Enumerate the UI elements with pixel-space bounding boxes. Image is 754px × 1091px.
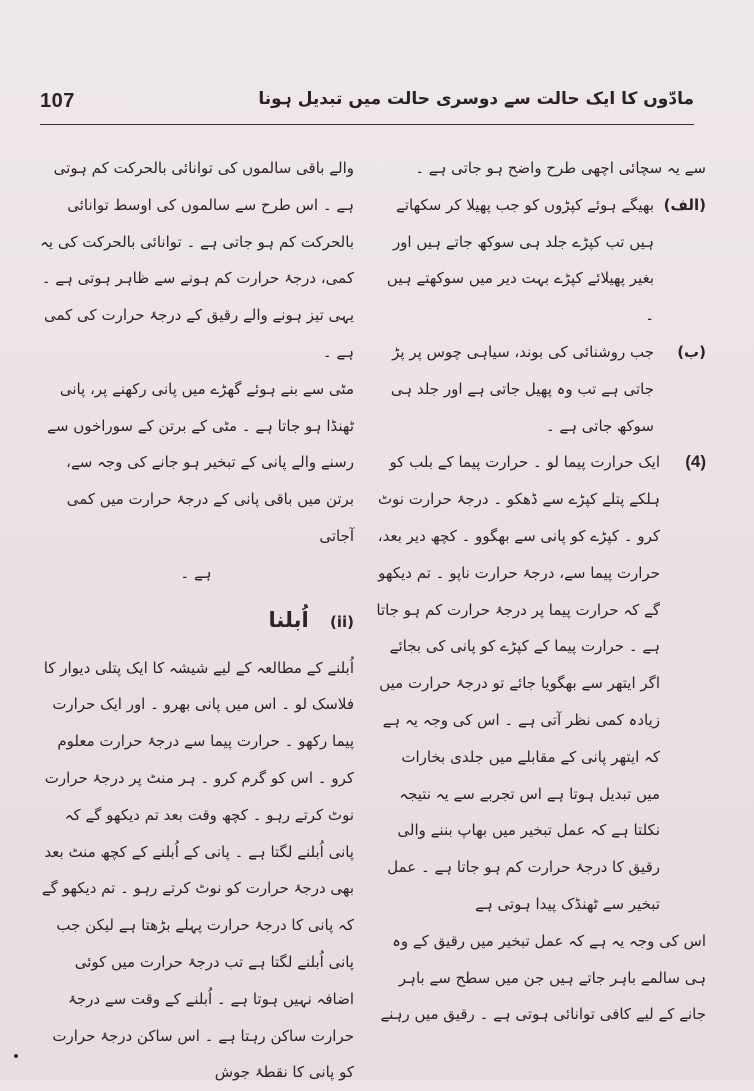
item-4-marker: (4) xyxy=(685,452,706,472)
item-b-marker: (ب) xyxy=(677,342,706,361)
section-heading-boiling xyxy=(38,592,354,650)
left-paragraph-1: والے باقی سالموں کی توانائی بالحرکت کم ہوتی ہے ۔ اس طرح سے سالموں کی اوسط توانائی بالحرکت کم ہو جاتی ہے ۔ توانائی بالحرکت کی یہ کمی، درجۂ حرارت کم ہونے سے ظاہر ہوتی ہے ۔ یہی تیز ہونے والے رقیق کے درجۂ حرارت کی کمی ہے ۔ xyxy=(40,159,354,361)
left-paragraph-2-end: ہے ۔ xyxy=(180,563,212,582)
item-a-marker: (الف) xyxy=(663,195,706,214)
right-continuation: اس کی وجہ یہ ہے کہ عمل تبخیر میں رقیق کے وہ ہی سالمے باہر جاتے ہیں جن میں سطح سے باہر جانے کے لیے کافی توانائی ہوتی ہے ۔ رقیق میں رہنے xyxy=(380,931,706,1024)
page-number: 107 xyxy=(40,90,75,112)
right-intro: سے یہ سچائی اچھی طرح واضح ہو جاتی ہے ۔ xyxy=(415,159,706,177)
right-column xyxy=(374,150,706,1033)
section-number: (ii) xyxy=(329,612,354,631)
page-header xyxy=(40,84,694,125)
item-4-text: ایک حرارت پیما لو ۔ حرارت پیما کے بلب کو ہلکے پتلے کپڑے سے ڈھکو ۔ درجۂ حرارت نوٹ کرو ۔ کپڑے کو پانی سے بھگوو ۔ کچھ دیر بعد، حرارت پیما سے، درجۂ حرارت ناپو ۔ تم دیکھو گے کہ حرارت پیما پر درجۂ حرارت کم ہو جاتا ہے ۔ حرارت پیما کے کپڑے کو پانی کی بجائے اگر ایتھر سے بھگویا جائے تو درجۂ حرارت میں زیادہ کمی نظر آتی ہے ۔ اس کی وجہ یہ ہے کہ ایتھر پانی کے مقابلے میں جلدی بخارات میں تبدیل ہوتا ہے اس تجربے سے یہ نتیجہ نکلتا ہے کہ عمل تبخیر میں بھاپ بننے والی رقیق کا درجۂ حرارت کم ہو جاتا ہے ۔ عمل تبخیر سے ٹھنڈک پیدا ہوتی ہے xyxy=(376,453,660,913)
left-column xyxy=(38,150,354,1091)
left-paragraph-2: مٹی سے بنے ہوئے گھڑے میں پانی رکھنے پر، پانی ٹھنڈا ہو جاتا ہے ۔ مٹی کے برتن کے سوراخوں سے رسنے والے پانی کے تبخیر ہو جانے کی وجہ سے، برتن میں باقی پانی کے درجۂ حرارت میں کمی آجاتی xyxy=(47,379,354,545)
list-item-a xyxy=(374,187,706,334)
left-paragraph-3: اُبلنے کے مطالعہ کے لیے شیشہ کا ایک پتلی دیوار کا فلاسک لو ۔ اس میں پانی بھرو ۔ اور ایک حرارت پیما رکھو ۔ حرارت پیما سے درجۂ حرارت معلوم کرو ۔ اس کو گرم کرو ۔ ہر منٹ پر درجۂ حرارت نوٹ کرتے رہو ۔ کچھ وقت بعد تم دیکھو گے کہ پانی اُبلنے لگتا ہے ۔ پانی کے اُبلنے کے کچھ منٹ بعد بھی درجۂ حرارت کو نوٹ کرتے رہو ۔ تم دیکھو گے کہ پانی کا درجۂ حرارت پہلے بڑھتا ہے لیکن جب پانی اُبلنے لگتا ہے تب درجۂ حرارت میں کوئی اضافہ نہیں ہوتا ہے ۔ اُبلنے کے وقت سے درجۂ حرارت ساکن رہتا ہے ۔ اس ساکن درجۂ حرارت کو پانی کا نقطۂ جوش xyxy=(41,658,354,1082)
item-a-text: بھیگے ہوئے کپڑوں کو جب پھیلا کر سکھاتے ہیں تب کپڑے جلد ہی سوکھ جاتے ہیں اور بغیر پھیلائے کپڑے بہت دیر میں سوکھتے ہیں ۔ xyxy=(386,195,654,325)
running-title: مادّوں کا ایک حالت سے دوسری حالت میں تبدیل ہونا xyxy=(258,89,694,109)
section-title: اُبلنا xyxy=(268,607,309,632)
page-mark xyxy=(14,1054,18,1058)
item-b-text: جب روشنائی کی بوند، سیاہی چوس پر پڑ جاتی ہے تب وہ پھیل جاتی ہے اور جلد ہی سوکھ جاتی ہے ۔ xyxy=(390,342,654,435)
list-item-b xyxy=(374,334,706,444)
list-item-4 xyxy=(374,444,706,922)
